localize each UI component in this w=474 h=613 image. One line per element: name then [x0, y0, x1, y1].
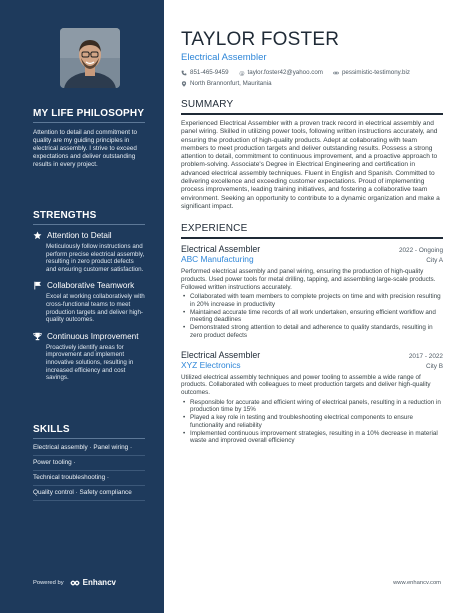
enhancv-brand: Enhancv — [82, 578, 116, 587]
job-entry — [181, 244, 443, 339]
summary-section — [181, 99, 443, 211]
flag-icon — [33, 281, 42, 290]
job-bullet: • Implemented continuous improvement strategies, resulting in a 10% decrease in material waste and improved overall efficiency — [181, 430, 443, 445]
main-content — [181, 30, 443, 455]
job-bullets — [181, 399, 443, 445]
job-company: XYZ Electronics — [181, 359, 241, 370]
strength-label: Attention to Detail — [47, 231, 112, 240]
sidebar — [0, 0, 164, 613]
skill-line: Quality control · Safety compliance — [33, 486, 145, 501]
job-role: Electrical Assembler — [181, 349, 261, 360]
email-text: taylor.foster42@yahoo.com — [247, 69, 323, 76]
summary-text: Experienced Electrical Assembler with a proven track record in electrical assembly and panel wiring. Skilled in utilizing power tools, following written instructions accurately, and ensuring the production of high-quality products. Adept at collaborating with team members to meet production targets and deliver outstanding results. Possess a strong attention to detail, commitment to continuous improvement, and a proactive approach to problem-solving. Associate's Degree in Electrical Engineering and certification in advanced electrical assembly techniques. Fluent in English and Spanish. Committed to delivering excellence and exceeding customer expectations. Proud of implementing process improvements, leading training initiatives, and fostering a collaborative team environment. Seeking an opportunity to contribute to a dynamic organization and make a significant impact. — [181, 120, 440, 210]
job-bullets — [181, 293, 443, 339]
strength-label: Continuous Improvement — [47, 331, 139, 341]
strength-item — [33, 332, 145, 382]
phone-icon — [181, 70, 187, 76]
job-bullet: • Responsible for accurate and efficient wiring of electrical panels, resulting in a reduction in production time by 15% — [181, 399, 443, 414]
profile-photo — [60, 28, 120, 88]
job-bullet: • Demonstrated strong attention to detail and adherence to quality standards, resulting in zero product defects — [181, 324, 443, 339]
summary-title: SUMMARY — [181, 99, 443, 115]
phone-text: 851-465-9459 — [190, 69, 229, 76]
footer-url[interactable]: www.enhancv.com — [393, 580, 441, 586]
strength-desc: Excel at working collaboratively with cross-functional teams to meet production targets and deliver high-quality outcomes. — [46, 293, 145, 324]
powered-by-label: Powered by — [33, 579, 64, 586]
job-bullet: • Played a key role in testing and troubleshooting electrical components to ensure functionality and reliability — [181, 414, 443, 429]
job-location: City A — [426, 257, 443, 265]
star-icon — [33, 231, 42, 240]
strength-desc: Meticulously follow instructions and perform precise electrical assembly, resulting in zero product defects and ensuring customer satisfaction. — [46, 243, 145, 273]
enhancv-logo-icon — [70, 579, 80, 587]
skill-line: Technical troubleshooting · — [33, 471, 145, 486]
website-text: pessimistic-testimony.biz — [341, 69, 410, 76]
skills-title: SKILLS — [33, 424, 145, 439]
strength-item — [33, 281, 145, 323]
philosophy-text: Attention to detail and commitment to quality are my guiding principles in electrical assembly. I strive to exceed expectations and deliver outstanding results in every project. — [33, 129, 137, 168]
strengths-title: STRENGTHS — [33, 210, 145, 225]
strength-item — [33, 231, 145, 273]
job-dates: 2022 - Ongoing — [398, 247, 443, 255]
job-entry — [181, 350, 443, 445]
enhancv-logo[interactable] — [70, 578, 116, 587]
skills-section — [33, 424, 145, 501]
job-company: ABC Manufacturing — [181, 254, 254, 265]
job-description: Performed electrical assembly and panel wiring, ensuring the production of high-quality products. Used power tools for metal drilling, tapping, and assembling large-scale products. Followed written instructions accurately. — [181, 268, 436, 291]
strengths-section — [33, 210, 145, 390]
job-location: City B — [425, 362, 443, 370]
skill-line: Power tooling · — [33, 456, 145, 471]
philosophy-title: MY LIFE PHILOSOPHY — [33, 108, 145, 123]
strength-label: Collaborative Teamwork — [47, 281, 135, 291]
job-bullet: • Collaborated with team members to complete projects on time and with precision resulting in 20% increase in productivity — [181, 293, 443, 308]
svg-text:@: @ — [238, 70, 245, 76]
skill-line: Electrical assembly · Panel wiring · — [33, 441, 145, 456]
contact-row — [181, 69, 443, 76]
strength-desc: Proactively identify areas for improvement and implement innovative solutions, resulting in increased efficiency and cost savings. — [46, 343, 134, 382]
job-role: Electrical Assembler — [181, 244, 261, 255]
website-contact[interactable] — [333, 69, 410, 76]
philosophy-section — [33, 108, 145, 169]
trophy-icon — [33, 332, 42, 341]
phone-contact[interactable] — [181, 69, 229, 76]
location-row — [181, 80, 443, 87]
email-contact[interactable] — [239, 69, 323, 76]
location-text: North Brannonfurt, Mauritania — [190, 80, 272, 87]
powered-by — [33, 578, 116, 587]
job-dates: 2017 - 2022 — [408, 352, 443, 360]
location-pin-icon — [181, 81, 187, 87]
candidate-name: TAYLOR FOSTER — [181, 29, 340, 50]
experience-section — [181, 223, 443, 445]
job-description: Utilized electrical assembly techniques and power tooling to assemble a wide range of products. Collaborated with colleagues to meet production targets and deliver high-quality outcomes. — [181, 373, 431, 396]
candidate-title: Electrical Assembler — [181, 52, 267, 63]
email-icon — [239, 70, 245, 76]
job-bullet: • Maintained accurate time records of all work undertaken, ensuring efficient workflow and meeting deadlines — [181, 309, 443, 324]
link-icon — [333, 70, 339, 76]
location-contact — [181, 80, 272, 87]
experience-title: EXPERIENCE — [181, 223, 443, 239]
